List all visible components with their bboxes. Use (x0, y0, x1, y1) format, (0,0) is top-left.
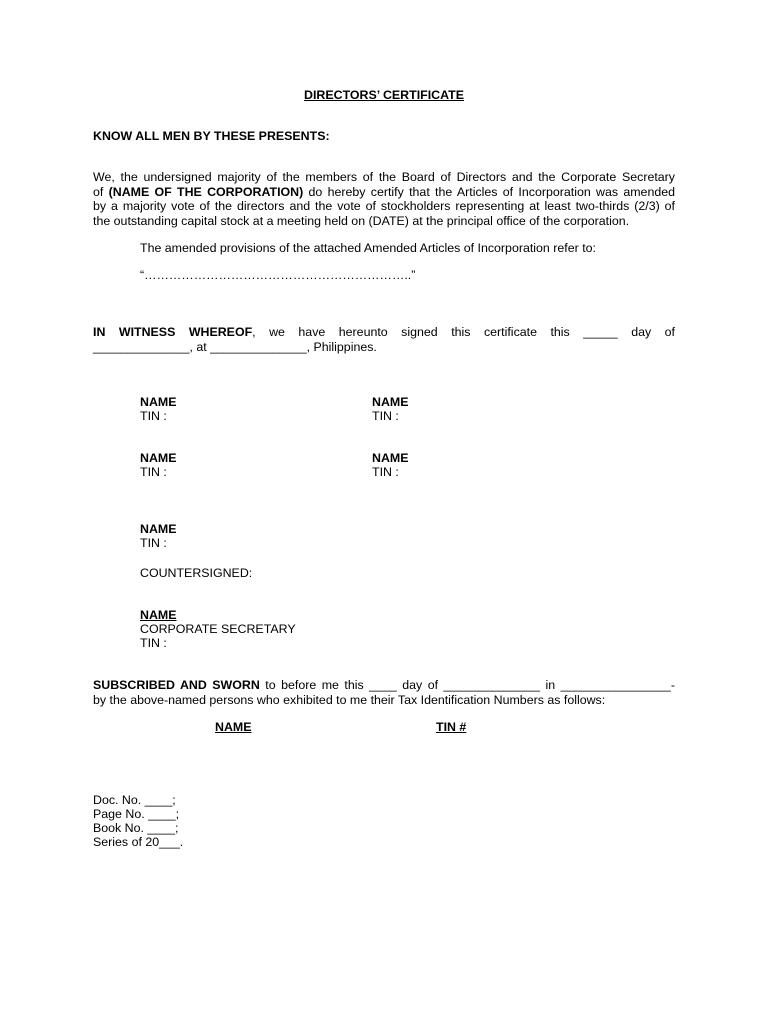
para1-line2-post: do hereby certify that the Articles of Incorporation was amended (303, 184, 676, 199)
signatory-4 (372, 451, 408, 479)
table-header-tin: TIN # (436, 720, 467, 734)
amended-provisions-text: The amended provisions of the attached Amended Articles of Incorporation refer to: (140, 241, 596, 255)
signatory-tin: TIN : (372, 465, 399, 479)
sworn-line2: by the above-named persons who exhibited to me their Tax Identification Numbers as follows: (93, 692, 606, 707)
para1-line1: We, the undersigned majority of the members of the Board of Directors and the Corporate Secretary (93, 170, 675, 184)
para1-line3: by a majority vote of the directors and the vote of stockholders representing at least two-thirds (2/3) of (93, 199, 675, 214)
signatory-name: NAME (140, 395, 177, 409)
witness-line1 (93, 325, 675, 340)
secretary-name: NAME (140, 608, 177, 622)
certification-paragraph (93, 170, 675, 228)
notary-doc-no: Doc. No. ____; (93, 793, 176, 807)
table-header-name: NAME (215, 720, 252, 734)
sworn-heading: SUBSCRIBED AND SWORN (93, 678, 260, 692)
corporation-name-placeholder: (NAME OF THE CORPORATION) (108, 184, 304, 199)
notary-page-no: Page No. ____; (93, 807, 180, 821)
countersigned-label: COUNTERSIGNED: (140, 566, 253, 580)
notary-book-no: Book No. ____; (93, 821, 179, 835)
secretary-tin: TIN : (140, 636, 167, 650)
notary-details (93, 793, 183, 849)
signatory-name: NAME (140, 522, 177, 536)
secretary-role: CORPORATE SECRETARY (140, 622, 296, 636)
signatory-tin: TIN : (372, 409, 399, 423)
signatory-3 (140, 451, 176, 479)
para1-line2 (93, 185, 675, 200)
secretary-block (140, 608, 296, 650)
signatory-tin: TIN : (140, 465, 167, 479)
witness-heading: IN WITNESS WHEREOF (93, 325, 253, 339)
signatory-tin: TIN : (140, 536, 167, 550)
signatory-name: NAME (372, 395, 409, 409)
intro-heading: KNOW ALL MEN BY THESE PRESENTS: (93, 129, 330, 143)
signatory-1 (140, 395, 176, 423)
quoted-provisions-line: “………………………………………………………..” (140, 268, 416, 282)
witness-paragraph (93, 325, 675, 354)
signatory-2 (372, 395, 408, 423)
witness-line2: ______________, at ______________, Philippines. (93, 339, 377, 354)
sworn-paragraph (93, 678, 675, 707)
witness-line1-rest: , we have hereunto signed this certificate this _____ day of (252, 325, 675, 339)
notary-series: Series of 20___. (93, 835, 184, 849)
signatory-name: NAME (372, 451, 409, 465)
sworn-line1-rest: to before me this ____ day of ______________ in ________________- (259, 678, 676, 692)
para1-line2-pre: of (93, 184, 109, 199)
signatory-tin: TIN : (140, 409, 167, 423)
document-title: DIRECTORS’ CERTIFICATE (304, 88, 464, 102)
signatory-5 (140, 522, 176, 550)
para1-line4: the outstanding capital stock at a meeting held on (DATE) at the principal office of the corporation. (93, 213, 630, 228)
sworn-line1 (93, 678, 675, 693)
signatory-name: NAME (140, 451, 177, 465)
